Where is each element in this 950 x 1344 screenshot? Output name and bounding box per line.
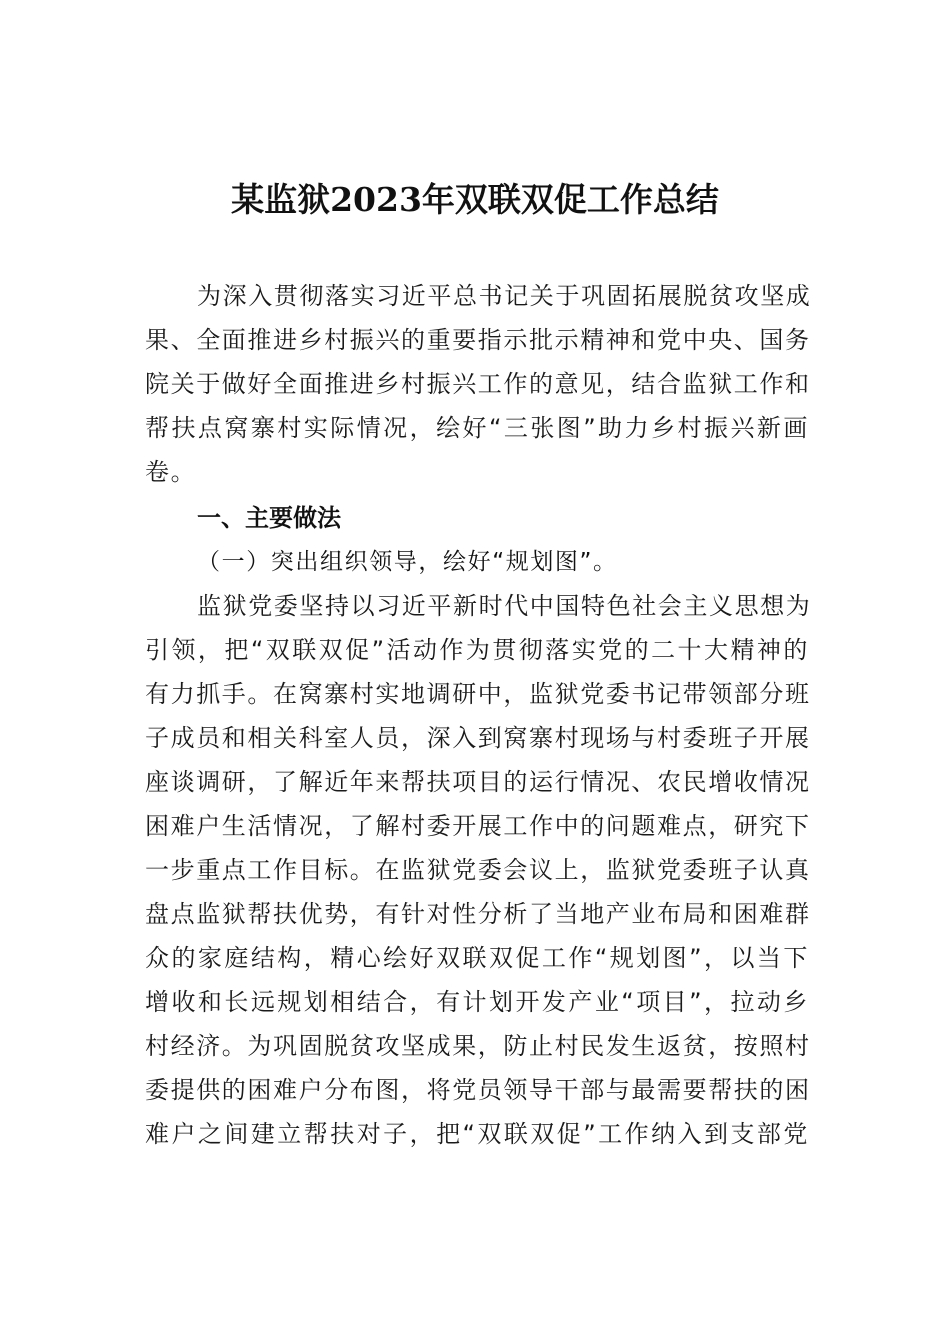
body-line: 村经济。为巩固脱贫攻坚成果，防止村民发生返贫，按照村 (145, 1032, 811, 1060)
body-line: 委提供的困难户分布图，将党员领导干部与最需要帮扶的困 (145, 1076, 811, 1104)
intro-line: 帮扶点窝寨村实际情况，绘好“三张图”助力乡村振兴新画 (145, 414, 809, 442)
body-line: 众的家庭结构，精心绘好双联双促工作“规划图”，以当下 (145, 944, 809, 972)
body-line: 一步重点工作目标。在监狱党委会议上，监狱党委班子认真 (145, 856, 811, 884)
intro-line: 果、全面推进乡村振兴的重要指示批示精神和党中央、国务 (145, 326, 811, 354)
body-line: 有力抓手。在窝寨村实地调研中，监狱党委书记带领部分班 (145, 680, 811, 708)
intro-line: 院关于做好全面推进乡村振兴工作的意见，结合监狱工作和 (145, 370, 811, 398)
body-line: 监狱党委坚持以习近平新时代中国特色社会主义思想为 (197, 592, 812, 620)
body-line: 困难户生活情况，了解村委开展工作中的问题难点，研究下 (145, 812, 811, 840)
section-heading: 一、主要做法 (197, 504, 341, 532)
intro-line: 卷。 (145, 458, 197, 486)
intro-line: 为深入贯彻落实习近平总书记关于巩固拓展脱贫攻坚成 (197, 282, 812, 310)
body-line: 增收和长远规划相结合，有计划开发产业“项目”，拉动乡 (145, 988, 809, 1016)
body-line: 难户之间建立帮扶对子，把“双联双促”工作纳入到支部党 (145, 1120, 809, 1148)
body-line: 座谈调研，了解近年来帮扶项目的运行情况、农民增收情况 (145, 768, 811, 796)
body-line: 引领，把“双联双促”活动作为贯彻落实党的二十大精神的 (145, 636, 809, 664)
body-line: 盘点监狱帮扶优势，有针对性分析了当地产业布局和困难群 (145, 900, 811, 928)
body-line: 子成员和相关科室人员，深入到窝寨村现场与村委班子开展 (145, 724, 811, 752)
document-title: 某监狱2023年双联双促工作总结 (231, 180, 719, 219)
subsection-heading: （一）突出组织领导，绘好“规划图”。 (197, 549, 618, 575)
